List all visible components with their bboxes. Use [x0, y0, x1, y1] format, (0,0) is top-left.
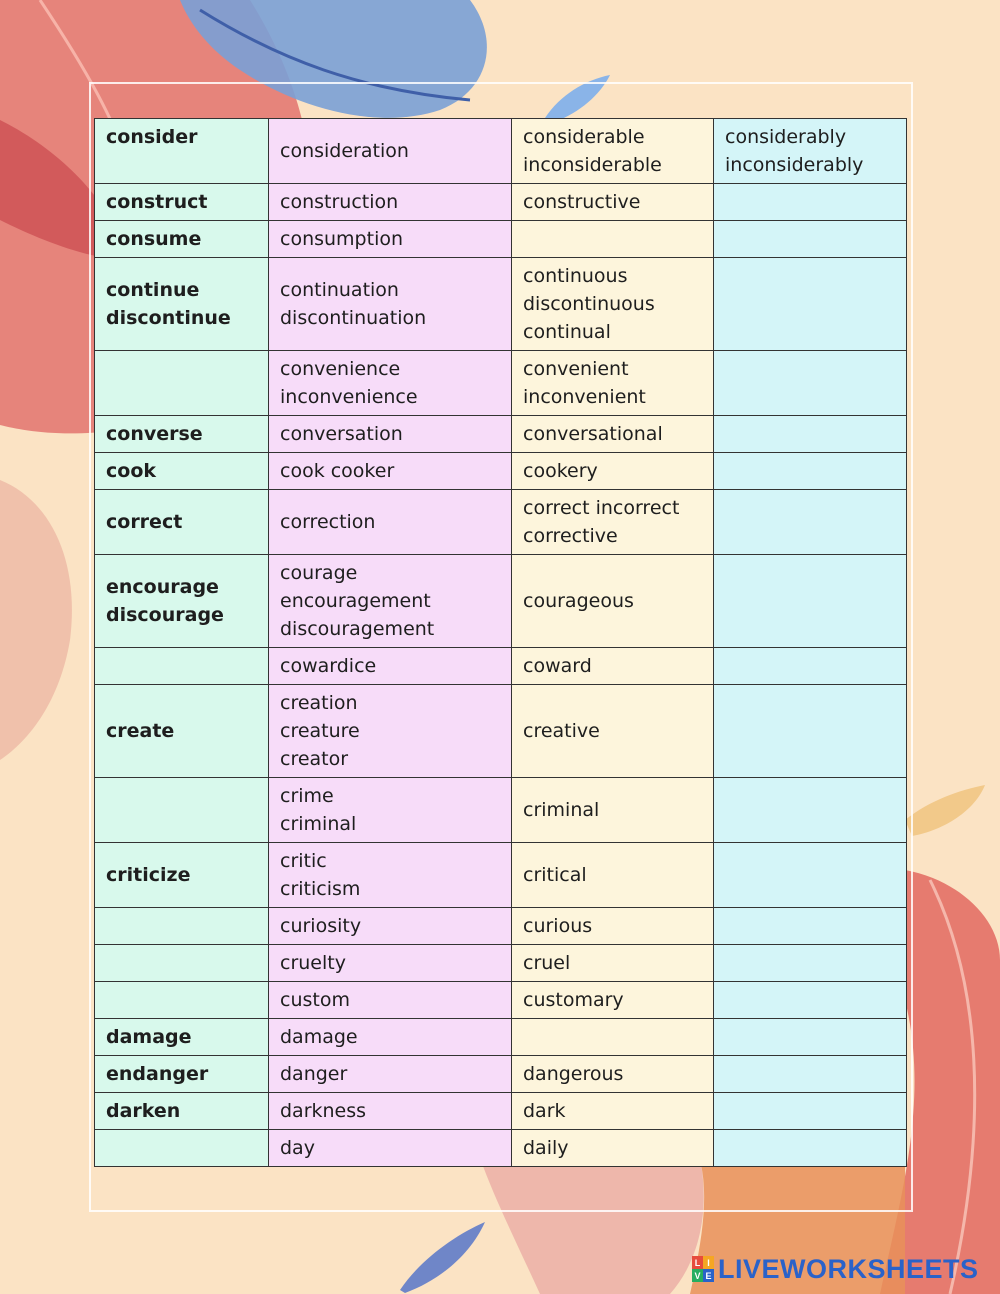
adjective-cell: dangerous	[512, 1056, 714, 1093]
yellow-feather-right	[905, 785, 985, 836]
adjective-cell: coward	[512, 648, 714, 685]
verb-cell: continue discontinue	[95, 258, 269, 351]
verb-cell	[95, 908, 269, 945]
logo-text: LIVEWORKSHEETS	[718, 1253, 979, 1284]
adverb-cell	[714, 945, 907, 982]
adverb-cell	[714, 982, 907, 1019]
adverb-cell	[714, 555, 907, 648]
verb-cell: consume	[95, 221, 269, 258]
adverb-cell	[714, 1093, 907, 1130]
noun-cell: cowardice	[269, 648, 512, 685]
noun-cell: critic criticism	[269, 843, 512, 908]
verb-cell: create	[95, 685, 269, 778]
table-row	[95, 778, 907, 843]
table-row	[95, 416, 907, 453]
adjective-cell: correct incorrect corrective	[512, 490, 714, 555]
adjective-cell: critical	[512, 843, 714, 908]
noun-cell: darkness	[269, 1093, 512, 1130]
table-row	[95, 982, 907, 1019]
noun-cell: convenience inconvenience	[269, 351, 512, 416]
logo-badge-letter: E	[703, 1269, 714, 1282]
verb-cell: cook	[95, 453, 269, 490]
table-row	[95, 351, 907, 416]
adjective-cell: criminal	[512, 778, 714, 843]
verb-cell	[95, 945, 269, 982]
verb-cell: criticize	[95, 843, 269, 908]
adjective-cell: curious	[512, 908, 714, 945]
table-row	[95, 1056, 907, 1093]
adverb-cell	[714, 453, 907, 490]
logo-badge-letter: L	[692, 1256, 703, 1269]
small-blue-feather-bottom	[400, 1222, 485, 1293]
adverb-cell	[714, 778, 907, 843]
table-row	[95, 119, 907, 184]
adjective-cell: cookery	[512, 453, 714, 490]
table-row	[95, 184, 907, 221]
logo-badge-letter: I	[703, 1256, 714, 1269]
table-row	[95, 453, 907, 490]
logo-badge-letter: V	[692, 1269, 703, 1282]
adjective-cell: courageous	[512, 555, 714, 648]
liveworksheets-logo	[692, 1252, 979, 1286]
adjective-cell	[512, 221, 714, 258]
table-row	[95, 490, 907, 555]
noun-cell: crime criminal	[269, 778, 512, 843]
verb-cell: consider	[95, 119, 269, 184]
table-row	[95, 555, 907, 648]
word-formation-table-body	[95, 119, 907, 1167]
adverb-cell	[714, 490, 907, 555]
noun-cell: consideration	[269, 119, 512, 184]
adverb-cell	[714, 221, 907, 258]
adjective-cell: daily	[512, 1130, 714, 1167]
verb-cell	[95, 778, 269, 843]
table-row	[95, 1130, 907, 1167]
verb-cell: damage	[95, 1019, 269, 1056]
verb-cell	[95, 351, 269, 416]
table-row	[95, 1019, 907, 1056]
noun-cell: custom	[269, 982, 512, 1019]
noun-cell: creation creature creator	[269, 685, 512, 778]
verb-cell: converse	[95, 416, 269, 453]
adverb-cell	[714, 685, 907, 778]
adverb-cell	[714, 1130, 907, 1167]
adjective-cell: cruel	[512, 945, 714, 982]
verb-cell: endanger	[95, 1056, 269, 1093]
adverb-cell	[714, 648, 907, 685]
word-formation-table	[94, 118, 907, 1167]
red-feather-left	[0, 480, 72, 760]
adjective-cell: considerable inconsiderable	[512, 119, 714, 184]
verb-cell: correct	[95, 490, 269, 555]
adverb-cell	[714, 351, 907, 416]
verb-cell	[95, 982, 269, 1019]
adjective-cell: constructive	[512, 184, 714, 221]
noun-cell: cook cooker	[269, 453, 512, 490]
verb-cell: encourage discourage	[95, 555, 269, 648]
noun-cell: day	[269, 1130, 512, 1167]
adverb-cell	[714, 843, 907, 908]
table-row	[95, 685, 907, 778]
verb-cell	[95, 1130, 269, 1167]
adverb-cell	[714, 908, 907, 945]
noun-cell: curiosity	[269, 908, 512, 945]
noun-cell: consumption	[269, 221, 512, 258]
adverb-cell	[714, 1019, 907, 1056]
noun-cell: danger	[269, 1056, 512, 1093]
adjective-cell: convenient inconvenient	[512, 351, 714, 416]
adverb-cell	[714, 416, 907, 453]
table-row	[95, 258, 907, 351]
adjective-cell: conversational	[512, 416, 714, 453]
table-row	[95, 945, 907, 982]
table-row	[95, 648, 907, 685]
adverb-cell	[714, 258, 907, 351]
adverb-cell	[714, 184, 907, 221]
adverb-cell	[714, 1056, 907, 1093]
table-row	[95, 221, 907, 258]
noun-cell: damage	[269, 1019, 512, 1056]
noun-cell: conversation	[269, 416, 512, 453]
noun-cell: correction	[269, 490, 512, 555]
noun-cell: continuation discontinuation	[269, 258, 512, 351]
verb-cell: darken	[95, 1093, 269, 1130]
table-row	[95, 1093, 907, 1130]
verb-cell: construct	[95, 184, 269, 221]
adjective-cell	[512, 1019, 714, 1056]
adverb-cell: considerably inconsiderably	[714, 119, 907, 184]
table-row	[95, 908, 907, 945]
noun-cell: cruelty	[269, 945, 512, 982]
adjective-cell: creative	[512, 685, 714, 778]
adjective-cell: dark	[512, 1093, 714, 1130]
noun-cell: construction	[269, 184, 512, 221]
verb-cell	[95, 648, 269, 685]
adjective-cell: continuous discontinuous continual	[512, 258, 714, 351]
table-row	[95, 843, 907, 908]
adjective-cell: customary	[512, 982, 714, 1019]
noun-cell: courage encouragement discouragement	[269, 555, 512, 648]
logo-badge-icon	[692, 1256, 714, 1282]
